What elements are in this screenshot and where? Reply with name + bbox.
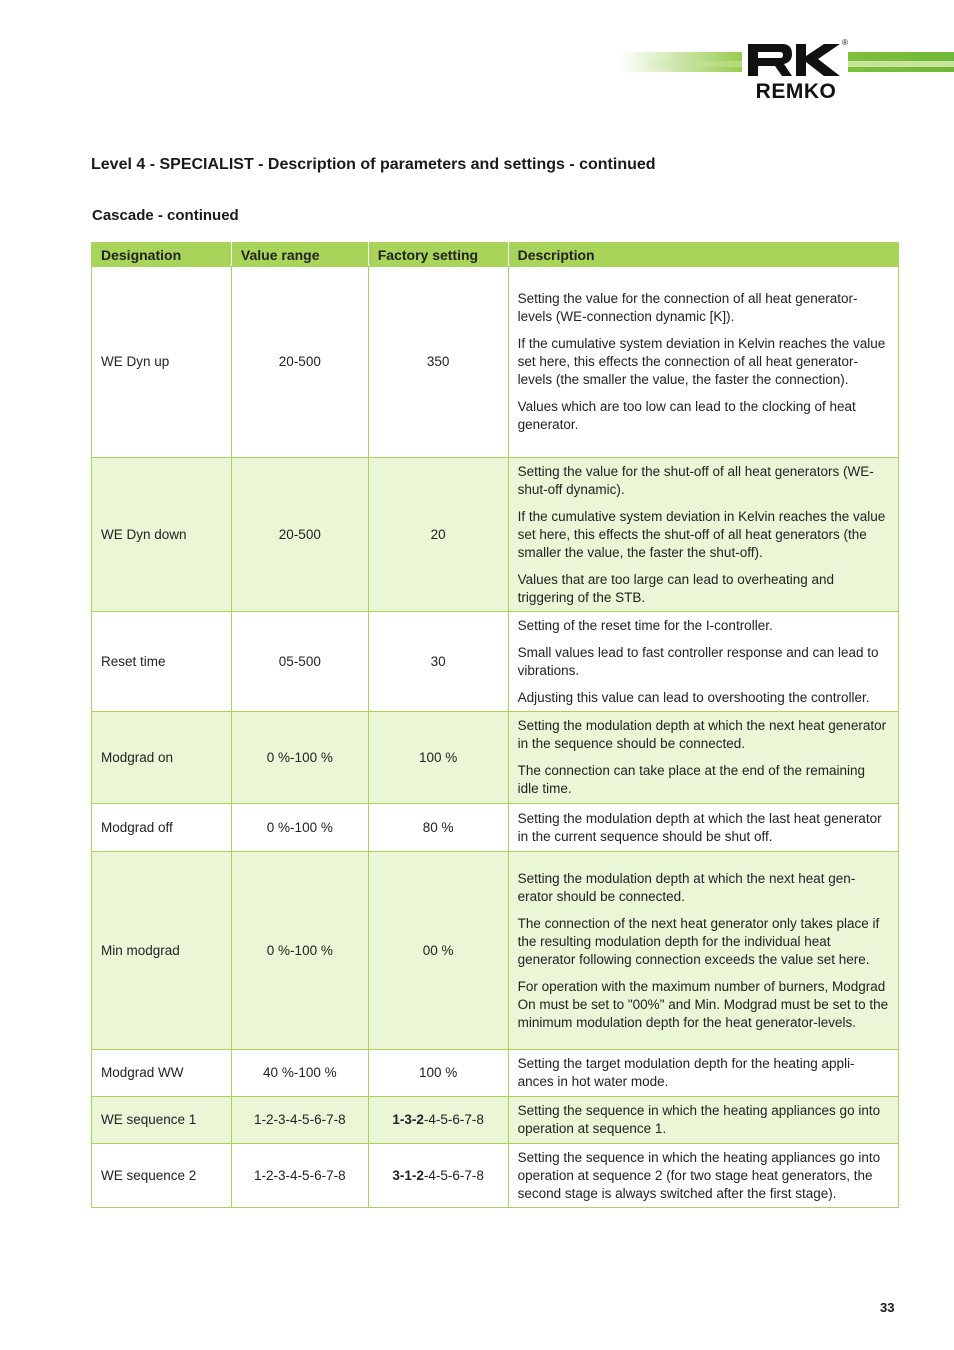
factory-setting-cell: 00 % — [368, 852, 508, 1050]
table-row — [92, 267, 899, 458]
value-range-cell: 1-2-3-4-5-6-7-8 — [231, 1097, 368, 1144]
description-paragraph: Setting the target modulation depth for the heating appli-ances in hot water mode. — [517, 1056, 855, 1089]
description-cell — [508, 804, 898, 852]
table-row — [92, 1097, 899, 1144]
description-paragraph: Setting the value for the connection of all heat generator-levels (WE-connection dynamic [K]). — [517, 291, 858, 324]
factory-bold-part: 1-3-2 — [392, 1112, 424, 1127]
description-paragraph: Adjusting this value can lead to overshooting the controller. — [517, 689, 870, 705]
factory-setting-cell: 350 — [368, 267, 508, 458]
designation-cell: Modgrad WW — [92, 1050, 232, 1097]
description-paragraph: Setting the modulation depth at which the next heat generator in the sequence should be connected. — [517, 718, 887, 751]
description-paragraph: Small values lead to fast controller response and can lead to vibrations. — [517, 644, 879, 678]
description-paragraph: Setting the sequence in which the heating appliances go into operation at sequence 1. — [517, 1103, 881, 1136]
factory-setting-cell: 30 — [368, 612, 508, 712]
factory-setting-cell: 100 % — [368, 1050, 508, 1097]
description-cell — [508, 612, 898, 712]
value-range-cell: 0 %-100 % — [231, 804, 368, 852]
description-paragraph: Setting the modulation depth at which the next heat gen-erator should be connected. — [517, 870, 856, 904]
table-row — [92, 712, 899, 804]
factory-bold-part: 3-1-2 — [392, 1167, 424, 1183]
designation-cell: Modgrad off — [92, 804, 232, 852]
designation-cell: WE sequence 2 — [92, 1144, 232, 1208]
description-paragraph: Setting the sequence in which the heating appliances go into operation at sequence 2 (for two stage heat generators, the second stage is always switched after the first stage). — [517, 1149, 881, 1201]
description-paragraph: If the cumulative system deviation in Kelvin reaches the value set here, this effects the shut-off of all heat generators (the smaller the value, the faster the shut-off). — [517, 508, 886, 560]
table-row — [92, 458, 899, 612]
factory-setting-cell: 80 % — [368, 804, 508, 852]
value-range-cell: 0 %-100 % — [231, 712, 368, 804]
parameters-table — [91, 242, 899, 1208]
value-range-cell: 20-500 — [231, 458, 368, 612]
description-cell — [508, 458, 898, 612]
section-subtitle: Cascade - continued — [92, 207, 239, 224]
description-cell — [508, 1097, 898, 1144]
header-description: Description — [508, 243, 898, 267]
description-paragraph: Setting the modulation depth at which the last heat generator in the current sequence should be shut off. — [517, 810, 882, 844]
description-paragraph: Values which are too low can lead to the clocking of heat generator. — [517, 399, 856, 432]
factory-setting-cell: 100 % — [368, 712, 508, 804]
value-range-cell: 05-500 — [231, 612, 368, 712]
table-row — [92, 852, 899, 1050]
registered-mark: ® — [842, 38, 848, 47]
description-paragraph: The connection of the next heat generator only takes place if the resulting modulation depth for the individual heat generator following connection exceeds the value set here. — [517, 915, 880, 967]
logo-text: REMKO — [755, 80, 837, 103]
table-row — [92, 1050, 899, 1097]
designation-cell: WE sequence 1 — [92, 1097, 232, 1144]
description-cell — [508, 852, 898, 1050]
table-row — [92, 1144, 899, 1208]
designation-cell: WE Dyn up — [92, 267, 232, 458]
value-range-cell: 1-2-3-4-5-6-7-8 — [231, 1144, 368, 1208]
factory-rest-part: -4-5-6-7-8 — [423, 1167, 484, 1183]
factory-rest-part: -4-5-6-7-8 — [423, 1112, 484, 1127]
description-paragraph: Values that are too large can lead to overheating and triggering of the STB. — [517, 571, 835, 605]
value-range-cell: 20-500 — [231, 267, 368, 458]
designation-cell: Reset time — [92, 612, 232, 712]
table-header-row — [92, 243, 899, 267]
header-value-range: Value range — [231, 243, 368, 267]
value-range-cell: 0 %-100 % — [231, 852, 368, 1050]
designation-cell: WE Dyn down — [92, 458, 232, 612]
page-number: 33 — [880, 1300, 895, 1315]
description-cell — [508, 712, 898, 804]
factory-setting-cell — [368, 1097, 508, 1144]
table-row — [92, 612, 899, 712]
factory-setting-cell: 20 — [368, 458, 508, 612]
factory-setting-cell — [368, 1144, 508, 1208]
description-cell — [508, 1144, 898, 1208]
description-cell — [508, 1050, 898, 1097]
description-cell — [508, 267, 898, 458]
description-paragraph: Setting the value for the shut-off of all heat generators (WE-shut-off dynamic). — [517, 463, 874, 497]
table-row — [92, 804, 899, 852]
designation-cell: Min modgrad — [92, 852, 232, 1050]
description-paragraph: If the cumulative system deviation in Kelvin reaches the value set here, this effects the connection of all heat generator-levels (the smaller the value, the faster the connection). — [517, 336, 886, 387]
header-factory-setting: Factory setting — [368, 243, 508, 267]
description-paragraph: Setting of the reset time for the I-controller. — [517, 617, 773, 633]
value-range-cell: 40 %-100 % — [231, 1050, 368, 1097]
designation-cell: Modgrad on — [92, 712, 232, 804]
description-paragraph: The connection can take place at the end of the remaining idle time. — [517, 763, 866, 796]
page-title: Level 4 - SPECIALIST - Description of parameters and settings - continued — [91, 156, 656, 173]
header-designation: Designation — [92, 243, 232, 267]
description-paragraph: For operation with the maximum number of burners, Modgrad On must be set to "00%" and Min. Modgrad must be set to the minimum modulation depth for the heat generator-levels. — [517, 978, 889, 1030]
